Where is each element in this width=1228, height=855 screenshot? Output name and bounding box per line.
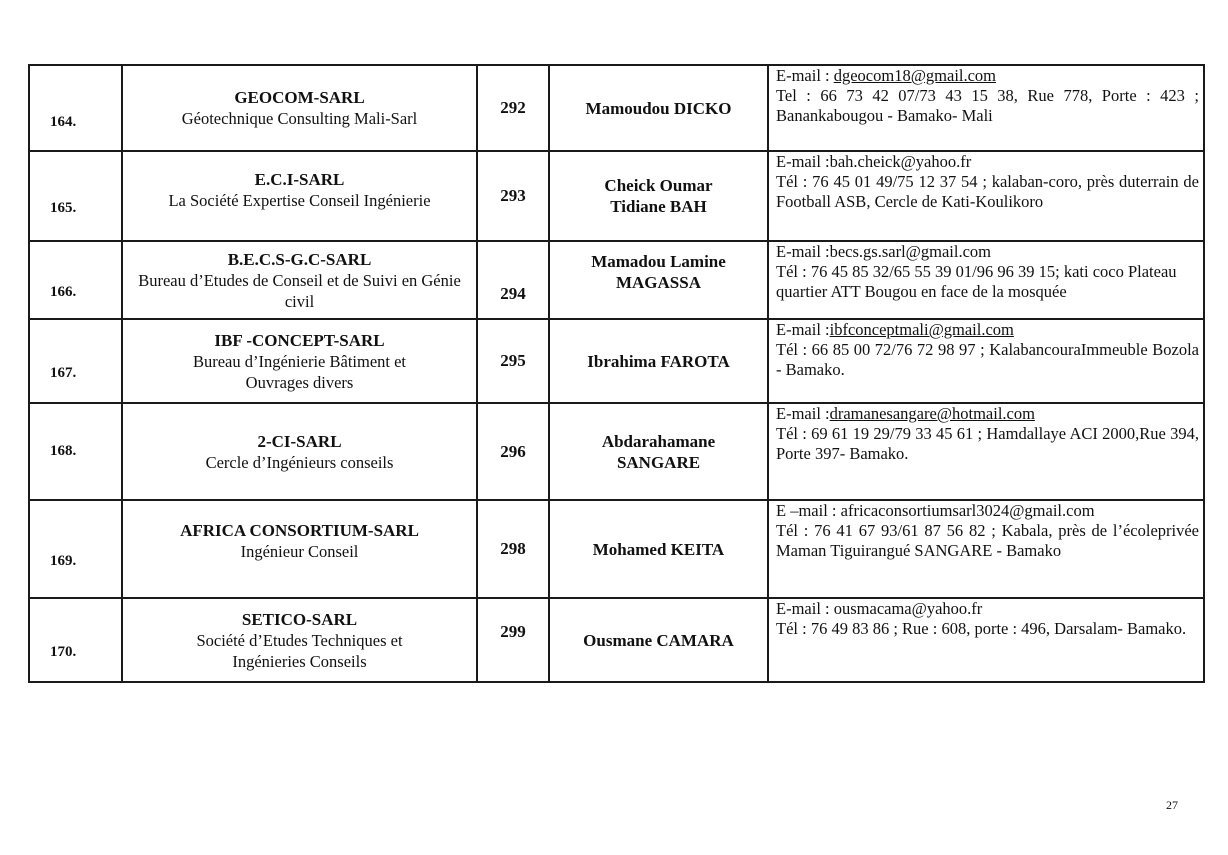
address-text: Tél : 76 45 01 49/75 12 37 54 ; kalaban-coro, près duterrain de Football ASB, Cercle de Kati-Koulikoro [776,172,1199,211]
code-cell [477,403,549,500]
table-row [29,319,1204,403]
person-name-line-1: Mamadou Lamine [591,252,726,271]
email-label: E-mail : [776,320,830,339]
company-description: Bureau d’Etudes de Conseil et de Suivi en Génie civil [138,270,461,311]
code-cell [477,598,549,682]
email-label: E –mail : [776,501,841,520]
email-link[interactable]: ibfconceptmali@gmail.com [829,320,1014,339]
person-name-line-2: SANGARE [616,452,701,472]
code: 292 [500,98,526,117]
person-name-line-1: Cheick Oumar [604,176,713,195]
email-line [776,66,1199,86]
person-name: Mamoudou DICKO [585,98,732,118]
company-cell [122,241,477,319]
company-name: B.E.C.S-G.C-SARL [227,249,372,269]
code-cell [477,151,549,241]
address-text: Tél : 76 41 67 93/61 87 56 82 ; Kabala, près de l’écoleprivée Maman Tiguirangué SANGARE - Bamako [776,521,1199,560]
company-cell [122,500,477,598]
person-name-line-2: MAGASSA [615,273,701,292]
email-line [776,404,1199,424]
code: 298 [500,539,526,558]
code: 299 [500,622,526,641]
email-link[interactable]: africaconsortiumsarl3024@gmail.com [840,501,1095,520]
address-text: Tél : 69 61 19 29/79 33 45 61 ; Hamdallaye ACI 2000,Rue 394, Porte 397- Bamako. [776,424,1199,463]
company-description: Bureau d’Ingénierie Bâtiment et Ouvrages divers [192,351,407,392]
contact-cell [768,151,1204,241]
company-name: SETICO-SARL [241,609,358,629]
company-name: AFRICA CONSORTIUM-SARL [180,521,419,540]
code: 293 [500,186,526,205]
table-row [29,500,1204,598]
row-number-cell [29,65,122,151]
person-name: Ibrahima FAROTA [587,351,730,371]
contact-cell [768,65,1204,151]
code: 296 [500,441,526,461]
email-link[interactable]: dramanesangare@hotmail.com [829,404,1035,423]
row-number: 167. [50,364,77,381]
contact-cell [768,319,1204,403]
address-text: Tél : 66 85 00 72/76 72 98 97 ; KalabancouraImmeuble Bozola - Bamako. [776,340,1199,379]
address-text: Tel : 66 73 42 07/73 43 15 38, Rue 778, Porte : 423 ; Banankabougou - Bamako- Mali [776,86,1199,125]
company-description: Société d’Etudes Techniques et Ingénieries Conseils [196,630,403,671]
email-link[interactable]: ousmacama@yahoo.fr [833,599,983,618]
address-text: Tél : 76 45 85 32/65 55 39 01/96 96 39 15; kati coco Plateau quartier ATT Bougou en face de la mosquée [776,262,1177,301]
page-number: 27 [1166,798,1178,812]
code-cell [477,65,549,151]
row-number: 168. [50,443,77,459]
row-number: 169. [50,552,77,569]
table-row [29,598,1204,682]
person-name: Ousmane CAMARA [583,630,734,650]
company-description: La Société Expertise Conseil Ingénierie [168,191,431,210]
table-row [29,65,1204,151]
row-number: 165. [50,199,77,216]
email-line [776,320,1199,340]
company-name: IBF -CONCEPT-SARL [214,330,385,350]
person-name-line-2: Tidiane BAH [610,197,707,216]
email-line [776,599,1199,619]
row-number-cell [29,241,122,319]
row-number: 170. [50,643,77,660]
contact-cell [768,403,1204,500]
code: 295 [500,351,526,370]
company-name: E.C.I-SARL [254,170,345,189]
email-link[interactable]: dgeocom18@gmail.com [833,66,997,85]
email-line [776,152,1199,172]
row-number-cell [29,319,122,403]
person-cell [549,65,768,151]
email-label: E-mail : [776,242,830,261]
code-cell [477,241,549,319]
code-cell [477,319,549,403]
person-cell [549,403,768,500]
email-link[interactable]: bah.cheick@yahoo.fr [829,152,972,171]
table-row [29,241,1204,319]
registry-table [28,64,1205,683]
row-number: 166. [50,283,77,300]
email-label: E-mail : [776,404,830,423]
code: 294 [500,284,526,303]
company-cell [122,151,477,241]
person-cell [549,598,768,682]
table-row [29,403,1204,500]
company-cell [122,403,477,500]
company-name: GEOCOM-SARL [234,88,365,107]
email-label: E-mail : [776,152,830,171]
company-name: 2-CI-SARL [257,431,342,451]
table-row [29,151,1204,241]
person-name: Mohamed KEITA [592,539,725,559]
code-cell [477,500,549,598]
email-label: E-mail : [776,599,834,618]
company-cell [122,319,477,403]
row-number-cell [29,403,122,500]
company-cell [122,65,477,151]
company-description: Ingénieur Conseil [240,542,359,561]
row-number: 164. [50,113,77,130]
company-description: Géotechnique Consulting Mali-Sarl [181,109,418,128]
person-cell [549,151,768,241]
row-number-cell [29,500,122,598]
person-cell [549,319,768,403]
person-cell [549,500,768,598]
company-description: Cercle d’Ingénieurs conseils [205,452,394,472]
contact-cell [768,241,1204,319]
contact-cell [768,500,1204,598]
row-number-cell [29,598,122,682]
address-text: Tél : 76 49 83 86 ; Rue : 608, porte : 496, Darsalam- Bamako. [776,619,1187,638]
company-cell [122,598,477,682]
email-link[interactable]: becs.gs.sarl@gmail.com [829,242,991,261]
person-cell [549,241,768,319]
person-name-line-1: Abdarahamane [601,431,716,451]
row-number-cell [29,151,122,241]
email-line [776,501,1199,521]
contact-cell [768,598,1204,682]
email-label: E-mail : [776,66,834,85]
email-line [776,242,1199,262]
